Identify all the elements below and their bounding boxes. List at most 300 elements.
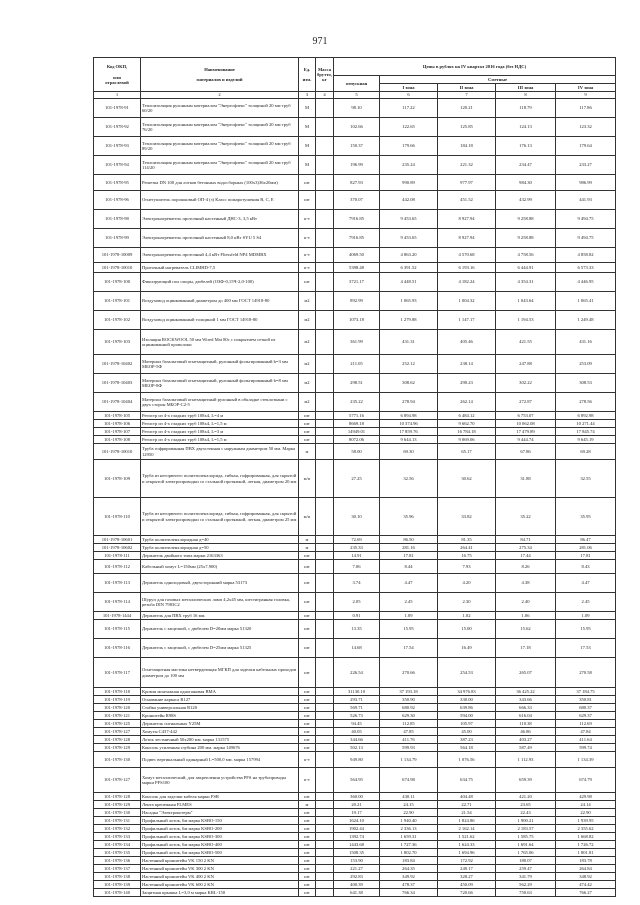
row-mass <box>316 156 334 175</box>
row-price-zone2: 1 004.32 <box>438 292 496 311</box>
row-code: 101-1978-99 <box>94 229 141 248</box>
row-price-zone2: 564.18 <box>438 744 496 752</box>
row-price-otpusk: 293.71 <box>334 696 380 704</box>
header-code: Код ОКП, или отраслевой <box>94 58 141 92</box>
row-mass <box>316 620 334 639</box>
row-unit: М <box>299 156 316 175</box>
row-price-zone1: 2 336.13 <box>380 825 438 833</box>
row-mass <box>316 175 334 191</box>
row-price-zone2: 120.21 <box>438 99 496 118</box>
row-price-zone4: 9 645.19 <box>556 436 616 444</box>
row-price-zone3: 666.33 <box>496 704 556 712</box>
row-price-otpusk: 502.13 <box>334 744 380 752</box>
header-zone1: I зона <box>380 84 438 92</box>
row-price-zone2: 1 147.17 <box>438 311 496 330</box>
row-unit: шт <box>299 873 316 881</box>
row-code: 101-1978-94 <box>94 156 141 175</box>
table-row <box>94 574 616 593</box>
row-unit: М <box>299 99 316 118</box>
row-price-zone3: 265.07 <box>496 658 556 688</box>
row-price-zone1: 478.37 <box>380 881 438 889</box>
row-name: Регистр из 4-х гладких труб 108х4, L=4 м <box>141 412 299 420</box>
row-code: 101-1978-91 <box>94 99 141 118</box>
table-row <box>94 118 616 137</box>
row-price-zone2: 125.85 <box>438 118 496 137</box>
row-price-zone4: 22.90 <box>556 809 616 817</box>
row-name: Держатель с защелкой, с дюбелем D=20мм марка 51320 <box>141 620 299 639</box>
row-code: 101-1978-108 <box>94 436 141 444</box>
row-code: 101-1978-109 <box>94 460 141 498</box>
row-price-zone4: 766.27 <box>556 889 616 897</box>
row-price-zone2: 45.00 <box>438 728 496 736</box>
row-price-zone2: 4 182.24 <box>438 273 496 292</box>
row-price-otpusk: 1443.68 <box>334 841 380 849</box>
row-price-zone3: 587.49 <box>496 744 556 752</box>
row-name: Профильный лоток, 6м марка KSBO-200 <box>141 825 299 833</box>
table-row <box>94 688 616 696</box>
row-code: 101-1978-1444 <box>94 612 141 620</box>
row-mass <box>316 436 334 444</box>
row-mass <box>316 768 334 793</box>
row-price-otpusk: 235.33 <box>334 544 380 552</box>
row-price-zone4: 1 249.48 <box>556 311 616 330</box>
row-mass <box>316 744 334 752</box>
column-number: 5 <box>334 92 380 99</box>
row-unit: шт <box>299 428 316 436</box>
row-unit: шт <box>299 412 316 420</box>
row-price-zone3: 4.38 <box>496 574 556 593</box>
row-price-otpusk: 360.00 <box>334 793 380 801</box>
row-price-zone1: 22.90 <box>380 809 438 817</box>
row-price-zone2: 328.27 <box>438 873 496 881</box>
row-price-zone1: 6 894.98 <box>380 412 438 420</box>
row-price-zone3: 1 043.64 <box>496 292 556 311</box>
row-price-zone2: 330.00 <box>438 696 496 704</box>
table-row <box>94 210 616 229</box>
table-row <box>94 248 616 263</box>
row-price-zone2: 33.82 <box>438 498 496 536</box>
row-price-otpusk: 5398.48 <box>334 263 380 273</box>
table-row <box>94 428 616 436</box>
table-row <box>94 704 616 712</box>
row-price-otpusk: 3.74 <box>334 574 380 593</box>
table-row <box>94 728 616 736</box>
table-row <box>94 137 616 156</box>
row-price-zone1: 1 659.31 <box>380 833 438 841</box>
row-unit: м2 <box>299 292 316 311</box>
row-name: Теплоизоляция рулонным материалом "Энергофлекс" толщиной 20 мм труб 89/20 <box>141 137 299 156</box>
row-price-zone3: 1 691.64 <box>496 841 556 849</box>
row-name: Основание каркаса R127 <box>141 696 299 704</box>
row-name: Регистр из 4-х гладких труб 108х4, L=1,5 м <box>141 420 299 428</box>
row-price-otpusk: 72.69 <box>334 536 380 544</box>
row-price-zone3: 6 444.91 <box>496 263 556 273</box>
row-price-otpusk: 98.10 <box>334 99 380 118</box>
row-price-otpusk: 292.83 <box>334 873 380 881</box>
row-price-zone4: 4.47 <box>556 574 616 593</box>
row-unit: к-т <box>299 752 316 768</box>
header-zone4: IV зона <box>556 84 616 92</box>
row-price-otpusk: 150.37 <box>334 137 380 156</box>
row-price-zone4: 411.64 <box>556 736 616 744</box>
header-mass: Масса брутто, кг <box>316 58 334 92</box>
column-number: 9 <box>556 92 616 99</box>
row-price-otpusk: 19.17 <box>334 809 380 817</box>
row-price-zone4: 24.14 <box>556 801 616 809</box>
row-price-otpusk: 14.68 <box>334 639 380 658</box>
row-unit: шт <box>299 620 316 639</box>
row-mass <box>316 118 334 137</box>
row-price-zone4: 441.93 <box>556 191 616 210</box>
row-price-otpusk: 31130.10 <box>334 688 380 696</box>
row-code: 101-1978-95 <box>94 175 141 191</box>
row-price-zone1: 430.11 <box>380 793 438 801</box>
row-code: 101-1978-128 <box>94 793 141 801</box>
header-zone3: III зона <box>496 84 556 92</box>
row-price-zone2: 1 694.96 <box>438 849 496 857</box>
table-row <box>94 175 616 191</box>
row-price-otpusk: 7916.85 <box>334 210 380 229</box>
row-price-otpusk: 1624.10 <box>334 817 380 825</box>
row-name: Воздуховод оцинкованный диаметром до 400 мм ГОСТ 14918-80 <box>141 292 299 311</box>
row-unit: шт <box>299 639 316 658</box>
row-mass <box>316 460 334 498</box>
row-price-zone1: 431.31 <box>380 330 438 355</box>
table-row <box>94 809 616 817</box>
row-unit: шт <box>299 560 316 574</box>
row-price-zone4: 986.99 <box>556 175 616 191</box>
table-row <box>94 311 616 330</box>
row-price-zone4: 270.58 <box>556 658 616 688</box>
row-mass <box>316 536 334 544</box>
row-price-zone4: 674.79 <box>556 768 616 793</box>
row-price-zone4: 1 065.41 <box>556 292 616 311</box>
table-row <box>94 793 616 801</box>
table-row <box>94 412 616 420</box>
table-row <box>94 658 616 688</box>
row-name: Подвес вертикальный одинарный L=500,0 мм. марка 157994 <box>141 752 299 768</box>
row-unit: м2 <box>299 311 316 330</box>
row-price-otpusk: 361.99 <box>334 330 380 355</box>
row-price-otpusk: 8669.18 <box>334 420 380 428</box>
row-name: Электронагреватель проточный настенный 8,0 кВт SYU 5 S4 <box>141 229 299 248</box>
row-code: 101-1978-139 <box>94 881 141 889</box>
row-price-otpusk: 8072.06 <box>334 436 380 444</box>
table-row <box>94 744 616 752</box>
row-price-zone2: 6 484.12 <box>438 412 496 420</box>
row-unit: шт <box>299 552 316 560</box>
row-price-zone3: 176.13 <box>496 137 556 156</box>
row-mass <box>316 639 334 658</box>
row-unit: шт <box>299 191 316 210</box>
row-price-zone1: 680.92 <box>380 704 438 712</box>
row-price-zone4: 112.69 <box>556 720 616 728</box>
row-price-zone2: 1 624.33 <box>438 841 496 849</box>
row-unit: шт <box>299 658 316 688</box>
row-price-zone2: 262.14 <box>438 393 496 412</box>
row-code: 101-1978-112 <box>94 560 141 574</box>
row-price-zone1: 4.47 <box>380 574 438 593</box>
row-name: Проточный нагреватель CLIMHD-7,5 <box>141 263 299 273</box>
row-price-zone4: 253.09 <box>556 355 616 374</box>
row-name: Держатель сигнальных Y25M <box>141 720 299 728</box>
row-name: Консоль для заделки кабеля марки FSR <box>141 793 299 801</box>
row-unit: шт <box>299 881 316 889</box>
row-price-zone1: 308.62 <box>380 374 438 393</box>
table-row <box>94 696 616 704</box>
row-price-zone4: 429.98 <box>556 793 616 801</box>
row-code: 101-1978-135 <box>94 849 141 857</box>
row-price-zone3: 10 062.08 <box>496 420 556 428</box>
table-row <box>94 393 616 412</box>
row-mass <box>316 292 334 311</box>
row-code: 101-1978-127 <box>94 728 141 736</box>
table-row <box>94 229 616 248</box>
row-unit: шт <box>299 704 316 712</box>
table-row <box>94 273 616 292</box>
row-price-zone3: 1 765.06 <box>496 849 556 857</box>
row-code: 101-1978-106 <box>94 420 141 428</box>
row-price-zone3: 984.30 <box>496 175 556 191</box>
row-price-zone3: 302.22 <box>496 374 556 393</box>
row-code: 101-1978-127 <box>94 768 141 793</box>
row-unit: к-т <box>299 210 316 229</box>
row-price-zone1: 15.95 <box>380 620 438 639</box>
row-price-otpusk: 1392.74 <box>334 833 380 841</box>
row-mass <box>316 311 334 330</box>
row-price-zone3: 17.18 <box>496 639 556 658</box>
row-price-zone2: 2 162.14 <box>438 825 496 833</box>
row-price-otpusk: 949.80 <box>334 752 380 768</box>
row-price-otpusk: 20.21 <box>334 801 380 809</box>
row-price-zone3: 36 425.22 <box>496 688 556 696</box>
row-price-zone2: 404.48 <box>438 793 496 801</box>
row-price-zone3: 67.86 <box>496 444 556 460</box>
row-name: Труба из негорючего полиэтиленхлорида, гибкая, гофрированная, для скрытой и открытой электропроводки со стальной протяжкой, легкая, диаметром 25 мм <box>141 498 299 536</box>
row-unit: м2 <box>299 374 316 393</box>
row-mass <box>316 658 334 688</box>
row-price-zone2: 34 976.83 <box>438 688 496 696</box>
row-price-zone1: 86.50 <box>380 536 438 544</box>
row-price-otpusk: 4069.50 <box>334 248 380 263</box>
row-price-zone4: 278.56 <box>556 393 616 412</box>
table-row <box>94 857 616 865</box>
header-smetnye: Сметные <box>380 76 616 84</box>
row-unit: шт <box>299 696 316 704</box>
row-name: Материал базальтовый огнезащитный рулонный в обкладке стеклоткани с двух сторон МБОР-С2-5 <box>141 393 299 412</box>
row-price-zone3: 118.79 <box>496 99 556 118</box>
row-unit: м <box>299 801 316 809</box>
row-price-zone4: 69.28 <box>556 444 616 460</box>
row-mass <box>316 544 334 552</box>
row-price-otpusk: 3721.17 <box>334 273 380 292</box>
row-price-zone1: 252.12 <box>380 355 438 374</box>
table-row <box>94 833 616 841</box>
row-name: Теплоизоляция рулонным материалом "Энергофлекс" толщиной 20 мм труб 114/20 <box>141 156 299 175</box>
row-price-zone2: 1 076.56 <box>438 752 496 768</box>
header-zone2: II зона <box>438 84 496 92</box>
row-price-zone2: 8 927.94 <box>438 229 496 248</box>
row-unit: м <box>299 536 316 544</box>
row-price-zone3: 17.44 <box>496 552 556 560</box>
row-mass <box>316 428 334 436</box>
row-code: 101-1978-140 <box>94 889 141 897</box>
table-row <box>94 639 616 658</box>
row-price-otpusk: 370.07 <box>334 191 380 210</box>
row-price-zone3: 22.43 <box>496 809 556 817</box>
table-row <box>94 263 616 273</box>
row-price-zone3: 750.63 <box>496 889 556 897</box>
row-unit: шт <box>299 612 316 620</box>
row-mass <box>316 704 334 712</box>
row-price-zone3: 2 183.57 <box>496 825 556 833</box>
row-code: 101-1978-131 <box>94 817 141 825</box>
row-price-zone1: 4 863.20 <box>380 248 438 263</box>
row-price-otpusk: 94.45 <box>334 720 380 728</box>
row-mass <box>316 696 334 704</box>
row-price-otpusk: 102.66 <box>334 118 380 137</box>
row-price-zone4: 183.78 <box>556 857 616 865</box>
table-row <box>94 560 616 574</box>
row-code: 101-1978-130 <box>94 752 141 768</box>
row-price-zone4: 2 355.62 <box>556 825 616 833</box>
row-price-zone2: 4.20 <box>438 574 496 593</box>
row-price-zone1: 264.35 <box>380 865 438 873</box>
row-mass <box>316 841 334 849</box>
row-mass <box>316 736 334 744</box>
row-price-zone2: 9 069.06 <box>438 436 496 444</box>
row-name: Решетка DN 100 для лотков бетонных водосборных (100х3)36х20мм) <box>141 175 299 191</box>
row-price-zone3: 110.38 <box>496 720 556 728</box>
page-number: 971 <box>312 36 328 47</box>
row-price-zone1: 17.54 <box>380 639 438 658</box>
row-price-zone1: 2.45 <box>380 593 438 612</box>
row-price-zone1: 411.76 <box>380 736 438 744</box>
row-price-zone2: 2.30 <box>438 593 496 612</box>
row-unit: к-т <box>299 768 316 793</box>
row-code: 101-1978-10010 <box>94 444 141 460</box>
row-mass <box>316 889 334 897</box>
row-price-zone1: 990.89 <box>380 175 438 191</box>
row-price-zone1: 8.44 <box>380 560 438 574</box>
row-price-zone1: 9 453.65 <box>380 210 438 229</box>
row-unit: шт <box>299 728 316 736</box>
row-price-zone4: 179.64 <box>556 137 616 156</box>
row-code: 101-1978-115 <box>94 620 141 639</box>
row-price-zone3: 6 753.07 <box>496 412 556 420</box>
row-price-zone3: 31.88 <box>496 460 556 498</box>
row-price-otpusk: 235.22 <box>334 393 380 412</box>
row-price-zone3: 1.06 <box>496 612 556 620</box>
header-prices: Цены в рублях на IV квартал 2016 года (без НДС) <box>334 58 616 76</box>
row-price-zone4: 6 573.33 <box>556 263 616 273</box>
row-price-zone3: 4 758.56 <box>496 248 556 263</box>
table-row <box>94 620 616 639</box>
row-price-zone1: 1 802.70 <box>380 849 438 857</box>
row-unit: шт <box>299 817 316 825</box>
row-name: Держатель с защелкой, с дюбелем D=25мм марка 51325 <box>141 639 299 658</box>
row-name: Настенный кронштейн VK 300 2 KN <box>141 865 299 873</box>
row-price-zone2: 65.17 <box>438 444 496 460</box>
row-price-zone2: 7.93 <box>438 560 496 574</box>
row-price-zone1: 9 644.13 <box>380 436 438 444</box>
row-price-zone1: 235.24 <box>380 156 438 175</box>
row-name: Теплоизоляция рулонным материалом "Энергофлекс" толщиной 20 мм труб 76/20 <box>141 118 299 137</box>
row-price-zone4: 350.81 <box>556 696 616 704</box>
row-unit: шт <box>299 593 316 612</box>
row-price-zone2: 977.97 <box>438 175 496 191</box>
row-price-zone1: 179.66 <box>380 137 438 156</box>
row-price-zone3: 84.71 <box>496 536 556 544</box>
row-unit: шт <box>299 436 316 444</box>
row-price-zone3: 15.62 <box>496 620 556 639</box>
row-price-zone3: 616.04 <box>496 712 556 720</box>
row-price-zone1: 17 859.76 <box>380 428 438 436</box>
table-row <box>94 330 616 355</box>
row-price-otpusk: 226.54 <box>334 658 380 688</box>
row-price-zone2: 451.52 <box>438 191 496 210</box>
row-code: 101-1978-10009 <box>94 248 141 263</box>
row-unit: шт <box>299 793 316 801</box>
row-price-zone3: 234.47 <box>496 156 556 175</box>
row-name: Профильный лоток, 6м марка KSBO-400 <box>141 841 299 849</box>
row-price-zone3: 17 479.89 <box>496 428 556 436</box>
row-code: 101-1978-117 <box>94 658 141 688</box>
column-number: 7 <box>438 92 496 99</box>
row-price-zone3: 247.88 <box>496 355 556 374</box>
row-name: Материал базальтовый огнезащитный, рулонный фольгированный b=3 мм МБОР-5Ф <box>141 355 299 374</box>
table-row <box>94 841 616 849</box>
row-unit: м/п <box>299 460 316 498</box>
row-price-zone1: 183.84 <box>380 857 438 865</box>
row-price-zone2: 634.75 <box>438 768 496 793</box>
row-price-zone3: 1 585.75 <box>496 833 556 841</box>
row-unit: шт <box>299 736 316 744</box>
row-mass <box>316 574 334 593</box>
row-price-zone4: 86.47 <box>556 536 616 544</box>
row-name: Кабельный хомут L=150мм (25х7,900) <box>141 560 299 574</box>
row-price-zone4: 431.16 <box>556 330 616 355</box>
row-price-otpusk: 40.05 <box>334 728 380 736</box>
row-mass <box>316 881 334 889</box>
row-price-zone4: 2.45 <box>556 593 616 612</box>
table-row <box>94 374 616 393</box>
row-name: Труба полиэтиленхлоридная д=50 <box>141 544 299 552</box>
row-price-zone3: 124.13 <box>496 118 556 137</box>
table-row <box>94 712 616 720</box>
row-unit: шт <box>299 712 316 720</box>
row-price-zone2: 249.17 <box>438 865 496 873</box>
row-price-zone4: 9 494.75 <box>556 210 616 229</box>
row-code: 101-1978-138 <box>94 873 141 881</box>
row-price-zone4: 1 939.95 <box>556 817 616 825</box>
row-unit: шт <box>299 865 316 873</box>
row-name: Электронагреватель проточный 4,4 кВт Fliessfeld NP4 MDMBX <box>141 248 299 263</box>
row-mass <box>316 720 334 728</box>
row-price-zone2: 81.35 <box>438 536 496 544</box>
table-row <box>94 498 616 536</box>
row-code: 101-1978-121 <box>94 712 141 720</box>
row-price-zone1: 270.66 <box>380 658 438 688</box>
row-mass <box>316 444 334 460</box>
row-price-zone2: 238.14 <box>438 355 496 374</box>
row-mass <box>316 191 334 210</box>
row-price-zone2: 9 662.70 <box>438 420 496 428</box>
row-price-zone1: 32.56 <box>380 460 438 498</box>
row-code: 101-1978-111 <box>94 552 141 560</box>
column-number: 1 <box>94 92 141 99</box>
row-price-zone1: 4 448.51 <box>380 273 438 292</box>
